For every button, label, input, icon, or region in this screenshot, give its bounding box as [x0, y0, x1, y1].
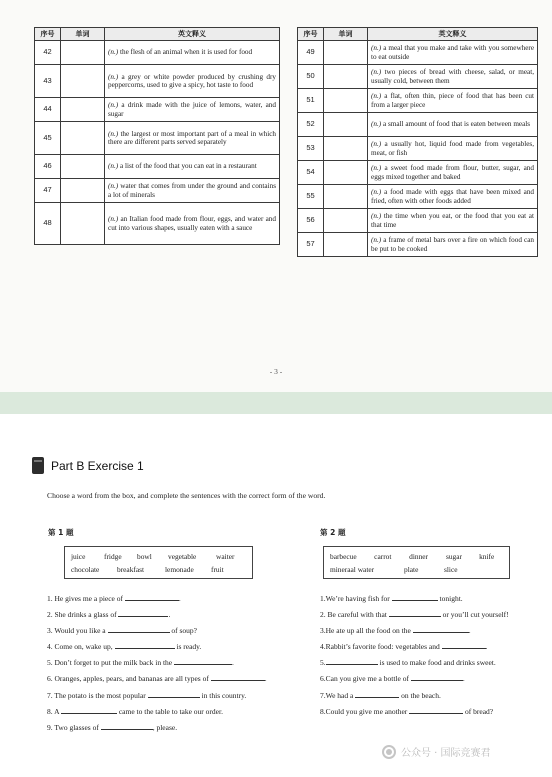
sentence-text-after: tonight.	[437, 594, 463, 603]
definition-cell	[105, 155, 280, 179]
sentence-text-before: 4.Rabbit’s favorite food: vegetables and	[320, 642, 442, 652]
word-answer-cell[interactable]	[324, 233, 368, 257]
row-number: 49	[298, 41, 324, 65]
answer-blank[interactable]	[413, 625, 471, 636]
definition-text: the flesh of an animal when it is used for food	[119, 48, 253, 57]
watermark-text: 公众号 · 国际竞赛君	[401, 748, 491, 759]
part-heading	[32, 457, 144, 474]
answer-blank[interactable]	[409, 706, 463, 714]
table-row	[35, 65, 280, 98]
row-number: 44	[35, 98, 61, 122]
sentence-item	[320, 607, 509, 623]
row-number: 56	[298, 209, 324, 233]
sentence-text-after: came to the table to take our order.	[116, 706, 223, 716]
part-of-speech: (n.)	[108, 101, 119, 110]
word-option: sugar	[445, 552, 462, 561]
part-of-speech: (n.)	[108, 215, 119, 224]
part-of-speech: (n.)	[371, 68, 382, 77]
definition-text: a list of the food that you can eat in a restaurant	[119, 162, 257, 171]
part-of-speech: (n.)	[108, 72, 119, 81]
sentence-item	[47, 720, 267, 736]
sentence-item	[320, 623, 509, 639]
definition-text: a meal that you make and take with you somewhere to eat outside	[371, 44, 535, 61]
sentence-text-before: 7. The potato is the most popular	[47, 690, 148, 700]
part-of-speech: (n.)	[371, 236, 382, 245]
word-option: breakfast	[117, 565, 145, 574]
word-option: waiter	[216, 552, 235, 561]
sentence-text-after: on the beach.	[399, 690, 441, 700]
sentence-item	[47, 607, 267, 623]
table-row	[35, 98, 280, 122]
word-answer-cell[interactable]	[324, 209, 368, 233]
word-answer-cell[interactable]	[324, 41, 368, 65]
answer-blank[interactable]	[125, 593, 179, 601]
table-row	[298, 137, 538, 161]
sentence-text-after: .	[264, 674, 267, 684]
definition-cell	[105, 179, 280, 203]
definition-cell	[368, 233, 538, 257]
answer-blank[interactable]	[211, 673, 267, 684]
sentence-text-after: .	[168, 610, 171, 620]
table-row	[35, 155, 280, 179]
sentence-item	[47, 671, 267, 687]
definition-text: a small amount of food that is eaten between meals	[382, 120, 531, 129]
table-row	[298, 233, 538, 257]
definition-text: a food made with eggs that have been mixed and fried, often with other foods added	[371, 188, 535, 205]
sentence-text-after: is ready.	[174, 642, 202, 652]
answer-blank[interactable]	[389, 609, 441, 617]
part-of-speech: (n.)	[371, 212, 382, 221]
sentence-item	[320, 688, 509, 704]
book-icon	[32, 457, 44, 474]
word-option: lemonade	[165, 565, 194, 574]
sentence-text-before: 5. Don’t forget to put the milk back in the	[47, 658, 174, 668]
definition-cell	[368, 65, 538, 89]
word-answer-cell[interactable]	[324, 113, 368, 137]
part-of-speech: (n.)	[108, 129, 119, 138]
sentence-text-after: or you’ll cut yourself!	[440, 610, 509, 620]
instruction-text: Choose a word from the box, and complete the sentences with the correct form of the word.	[47, 491, 326, 500]
row-number: 48	[35, 203, 61, 245]
word-option: chocolate	[71, 565, 100, 574]
definition-cell	[368, 41, 538, 65]
word-option: fridge	[104, 552, 122, 561]
row-number: 46	[35, 155, 61, 179]
answer-blank[interactable]	[411, 673, 465, 684]
answer-blank[interactable]	[115, 641, 175, 649]
word-box-row	[71, 563, 246, 576]
definition-cell	[105, 65, 280, 98]
row-number: 43	[35, 65, 61, 98]
table-row	[35, 203, 280, 245]
sentence-text-before: 2. Be careful with that	[320, 610, 389, 620]
part-of-speech: (n.)	[371, 188, 382, 197]
word-answer-cell[interactable]	[324, 89, 368, 113]
wechat-icon	[382, 745, 396, 759]
word-answer-cell[interactable]	[61, 155, 105, 179]
row-number: 51	[298, 89, 324, 113]
word-option: vegetable	[168, 552, 197, 561]
word-box-row	[330, 563, 503, 576]
definition-text: a frame of metal bars over a fire on which food can be put to be cooked	[371, 236, 534, 253]
sentences-q1	[47, 591, 267, 736]
word-option: carrot	[374, 552, 392, 561]
sentence-text-after: .	[232, 658, 234, 668]
vocab-table-right	[297, 27, 538, 257]
definition-cell	[105, 41, 280, 65]
table-row	[298, 89, 538, 113]
definition-cell	[368, 185, 538, 209]
answer-blank[interactable]	[392, 593, 438, 601]
part-of-speech: (n.)	[371, 164, 382, 173]
word-option: slice	[444, 565, 458, 574]
word-answer-cell[interactable]	[61, 122, 105, 155]
sentence-text-after: in this country.	[199, 690, 247, 700]
sentence-text-before: 3.He ate up all the food on the	[320, 626, 413, 636]
row-number: 53	[298, 137, 324, 161]
word-answer-cell[interactable]	[61, 179, 105, 203]
sentence-text-after: is used to make food and drinks sweet.	[377, 658, 496, 668]
header-num: 序号	[35, 28, 61, 41]
table-row	[298, 209, 538, 233]
answer-blank[interactable]	[118, 609, 171, 620]
part-title: Part B Exercise 1	[51, 458, 144, 473]
watermark	[382, 744, 491, 759]
sentence-text-before: 4. Come on, wake up,	[47, 642, 115, 652]
sentence-item	[320, 655, 509, 671]
definition-text: a grey or white powder produced by crushing dry peppercorns, used to give a spicy, hot taste to food	[108, 72, 276, 89]
row-number: 47	[35, 179, 61, 203]
word-box-1	[64, 546, 253, 579]
table-row	[35, 122, 280, 155]
word-answer-cell[interactable]	[324, 185, 368, 209]
answer-blank[interactable]	[61, 706, 117, 714]
part-of-speech: (n.)	[108, 48, 119, 57]
header-word: 单词	[324, 28, 368, 41]
sentence-item	[320, 704, 509, 720]
answer-blank[interactable]	[355, 690, 399, 698]
header-def: 英文释义	[368, 28, 538, 41]
sentence-item	[47, 639, 267, 655]
table-row	[35, 179, 280, 203]
sentence-text-after: of bread?	[463, 706, 494, 716]
answer-blank[interactable]	[108, 625, 170, 633]
word-answer-cell[interactable]	[61, 98, 105, 122]
sentence-text-before: 6.Can you give me a bottle of	[320, 674, 411, 684]
sentence-item	[320, 639, 509, 655]
definition-cell	[368, 137, 538, 161]
table-header-row	[35, 28, 280, 41]
word-answer-cell[interactable]	[61, 203, 105, 245]
sentence-text-before: 7.We had a	[320, 690, 356, 700]
sentences-q2	[320, 591, 509, 720]
definition-text: a drink made with the juice of lemons, water, and sugar	[108, 101, 276, 118]
page-number: - 3 -	[269, 367, 283, 376]
word-option: dinner	[409, 552, 429, 561]
sentence-text-before: 9. Two glasses of	[47, 722, 101, 732]
table-row	[298, 41, 538, 65]
sentence-text-after: , please.	[152, 722, 178, 732]
answer-blank[interactable]	[442, 641, 488, 652]
table-header-row	[298, 28, 538, 41]
definition-text: an Italian food made from flour, eggs, and water and cut into various shapes, usually eaten with a sauce	[108, 215, 276, 232]
sentence-text-after: of soup?	[169, 626, 198, 636]
definition-cell	[368, 113, 538, 137]
word-option: juice	[71, 552, 86, 561]
page-divider-band	[0, 392, 552, 414]
header-word: 单词	[61, 28, 105, 41]
sentence-text-after: .	[462, 674, 465, 684]
sentence-item	[320, 591, 509, 607]
sentence-text-before: 3. Would you like a	[47, 626, 108, 636]
sentence-item	[47, 704, 267, 720]
sentence-item	[47, 623, 267, 639]
word-option: knife	[479, 552, 495, 561]
definition-text: a usually hot, liquid food made from vegetables, meat, or fish	[371, 140, 535, 157]
sentence-text-before: 2. She drinks a glass of	[47, 610, 119, 620]
definition-cell	[368, 209, 538, 233]
part-of-speech: (n.)	[371, 120, 382, 129]
sentence-text-after: .	[468, 626, 471, 636]
sentence-text-before: 6. Oranges, apples, pears, and bananas are all types of	[47, 674, 211, 684]
word-answer-cell[interactable]	[324, 137, 368, 161]
sentence-text-before: 1.We’re having fish for	[320, 594, 392, 603]
definition-text: a sweet food made from flour, butter, sugar, and eggs mixed together and baked	[371, 164, 534, 181]
word-option: plate	[404, 565, 419, 574]
row-number: 42	[35, 41, 61, 65]
definition-cell	[368, 89, 538, 113]
definition-text: water that comes from under the ground and contains a lot of minerals	[108, 182, 276, 199]
part-of-speech: (n.)	[108, 182, 119, 191]
sentence-text-before: 8. A	[47, 706, 61, 716]
table-row	[298, 185, 538, 209]
word-answer-cell[interactable]	[324, 161, 368, 185]
sentence-item	[47, 591, 267, 607]
word-answer-cell[interactable]	[61, 65, 105, 98]
part-of-speech: (n.)	[371, 44, 382, 53]
sentence-text-before: 1. He gives me a piece of	[47, 594, 125, 603]
part-of-speech: (n.)	[108, 162, 119, 171]
row-number: 50	[298, 65, 324, 89]
row-number: 54	[298, 161, 324, 185]
row-number: 52	[298, 113, 324, 137]
sentence-item	[320, 671, 509, 687]
word-option: mineraal water	[330, 565, 375, 574]
definition-text: two pieces of bread with cheese, salad, or meat, usually cold, between them	[371, 68, 534, 85]
sentence-text-after: .	[485, 642, 488, 652]
sentence-text-before: 5.	[320, 658, 326, 668]
answer-blank[interactable]	[148, 690, 200, 698]
word-answer-cell[interactable]	[324, 65, 368, 89]
definition-cell	[105, 203, 280, 245]
header-num: 序号	[298, 28, 324, 41]
word-box-row	[71, 550, 246, 563]
row-number: 55	[298, 185, 324, 209]
definition-cell	[105, 98, 280, 122]
definition-text: a flat, often thin, piece of food that has been cut from a larger piece	[371, 92, 535, 109]
sentence-text-after: .	[178, 594, 181, 603]
sentence-item	[47, 655, 267, 671]
question-2-heading: 第 2 题	[320, 528, 346, 537]
word-box-row	[330, 550, 503, 563]
table-row	[298, 65, 538, 89]
word-option: bowl	[137, 552, 152, 561]
definition-cell	[105, 122, 280, 155]
question-1-heading: 第 1 题	[48, 528, 74, 537]
row-number: 57	[298, 233, 324, 257]
word-option: fruit	[211, 565, 224, 574]
word-answer-cell[interactable]	[61, 41, 105, 65]
answer-blank[interactable]	[326, 657, 378, 665]
vocab-table-left	[34, 27, 280, 245]
answer-blank[interactable]	[101, 722, 153, 730]
definition-text: the time when you eat, or the food that you eat at that time	[371, 212, 534, 229]
header-def: 英文释义	[105, 28, 280, 41]
sentence-item	[47, 688, 267, 704]
table-row	[35, 41, 280, 65]
table-row	[298, 113, 538, 137]
part-of-speech: (n.)	[371, 140, 382, 149]
row-number: 45	[35, 122, 61, 155]
word-box-2	[323, 546, 510, 579]
answer-blank[interactable]	[174, 657, 234, 668]
word-option: barbecue	[330, 552, 357, 561]
table-row	[298, 161, 538, 185]
definition-cell	[368, 161, 538, 185]
sentence-text-before: 8.Could you give me another	[320, 706, 410, 716]
part-of-speech: (n.)	[371, 92, 382, 101]
definition-text: the largest or most important part of a meal in which there are different parts served separately	[108, 129, 277, 146]
